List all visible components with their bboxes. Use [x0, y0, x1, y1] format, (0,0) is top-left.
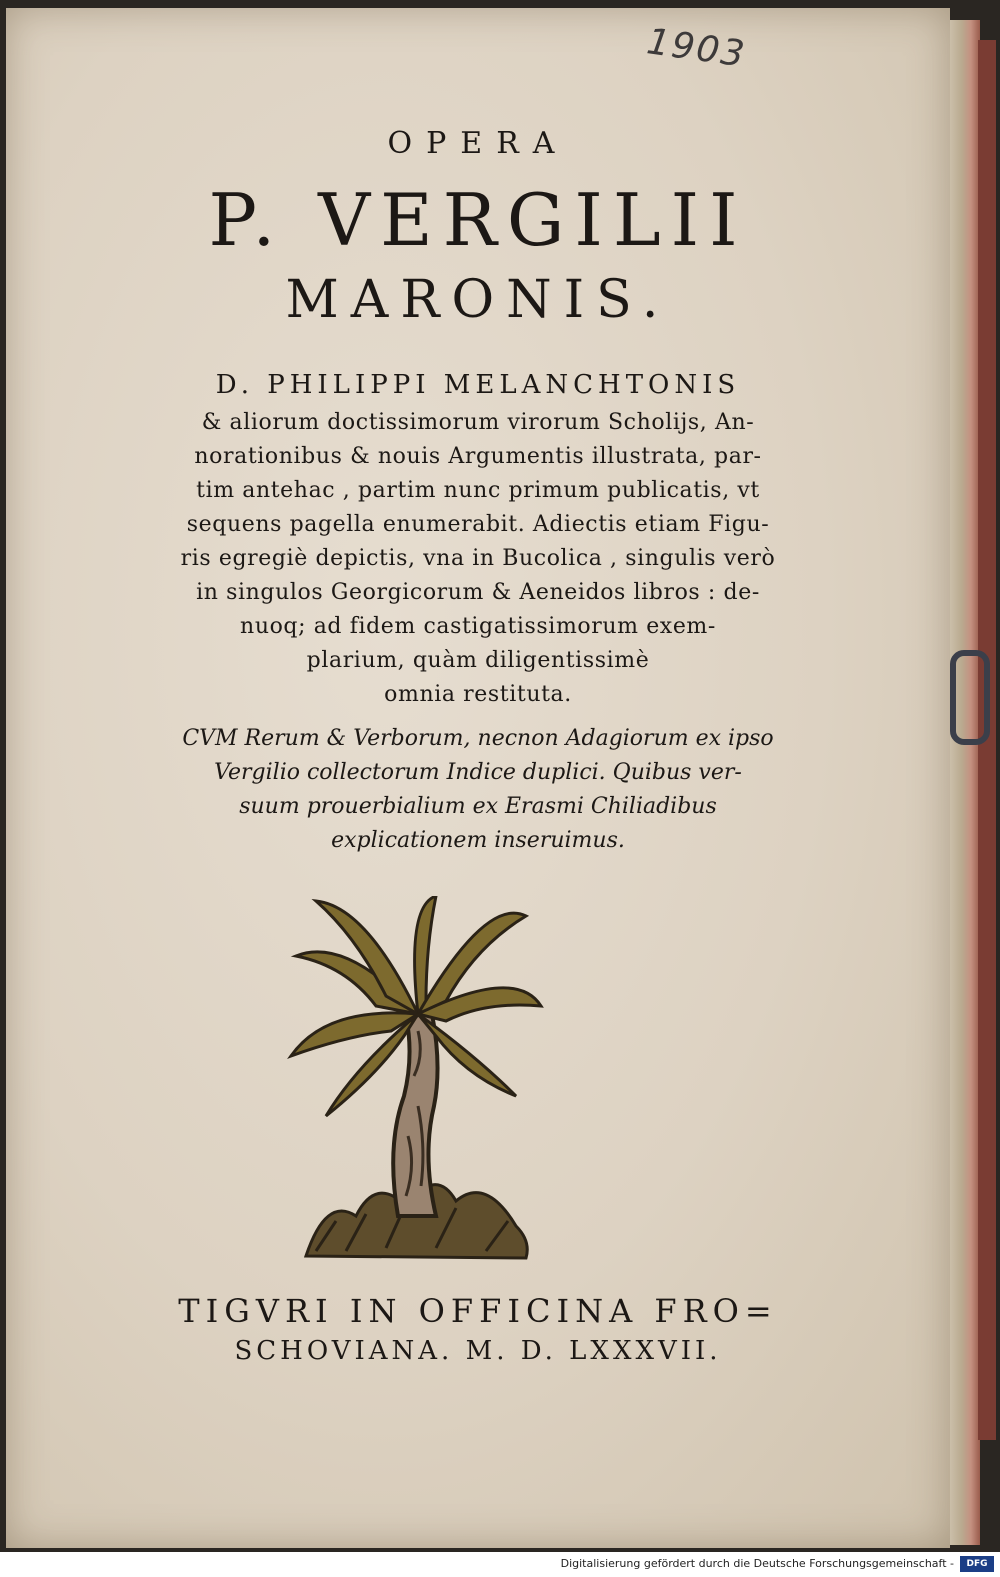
title-page — [6, 8, 950, 1548]
body-line-5: ris egregiè depictis, vna in Bucolica , singulis verò — [180, 546, 776, 571]
page-edges — [950, 20, 980, 1545]
body-line-1: & aliorum doctissimorum virorum Scholijs, An- — [201, 410, 755, 435]
body-line-2: norationibus & nouis Argumentis illustrata, par- — [194, 444, 762, 469]
body-line-9: omnia restituta. — [384, 682, 572, 707]
handwritten-shelf-note: 1903 — [644, 21, 749, 76]
commentator-line: D. PHILIPPI MELANCHTONIS — [215, 370, 741, 400]
palm-tree-woodcut-icon — [286, 896, 546, 1266]
imprint-line-2: SCHOVIANA. M. D. LXXXVII. — [234, 1336, 722, 1366]
title-maronis: MARONIS. — [285, 270, 671, 330]
dfg-logo-icon[interactable]: DFG — [960, 1556, 994, 1572]
digitization-footer — [0, 1552, 1000, 1577]
index-line-4: explicationem inseruimus. — [331, 828, 625, 853]
body-line-4: sequens pagella enumerabit. Adiectis etiam Figu- — [186, 512, 770, 537]
footer-credit: Digitalisierung gefördert durch die Deutsche Forschungsgemeinschaft - — [560, 1557, 954, 1570]
body-line-8: plarium, quàm diligentissimè — [306, 648, 650, 673]
faded-library-stamp-icon — [551, 1218, 641, 1248]
body-line-7: nuoq; ad fidem castigatissimorum exem- — [240, 614, 716, 639]
title-opera: OPERA — [387, 126, 569, 161]
body-line-6: in singulos Georgicorum & Aeneidos libros : de- — [196, 580, 760, 605]
body-line-3: tim antehac , partim nunc primum publicatis, vt — [196, 478, 760, 503]
book-clasp — [950, 650, 990, 745]
index-line-2: Vergilio collectorum Indice duplici. Quibus ver- — [214, 760, 742, 785]
title-author: P. VERGILII — [208, 178, 748, 262]
index-line-3: suum prouerbialium ex Erasmi Chiliadibus — [239, 794, 717, 819]
index-line-1: CVM Rerum & Verborum, necnon Adagiorum ex ipso — [182, 726, 774, 751]
imprint-line-1: TIGVRI IN OFFICINA FRO= — [178, 1292, 778, 1330]
